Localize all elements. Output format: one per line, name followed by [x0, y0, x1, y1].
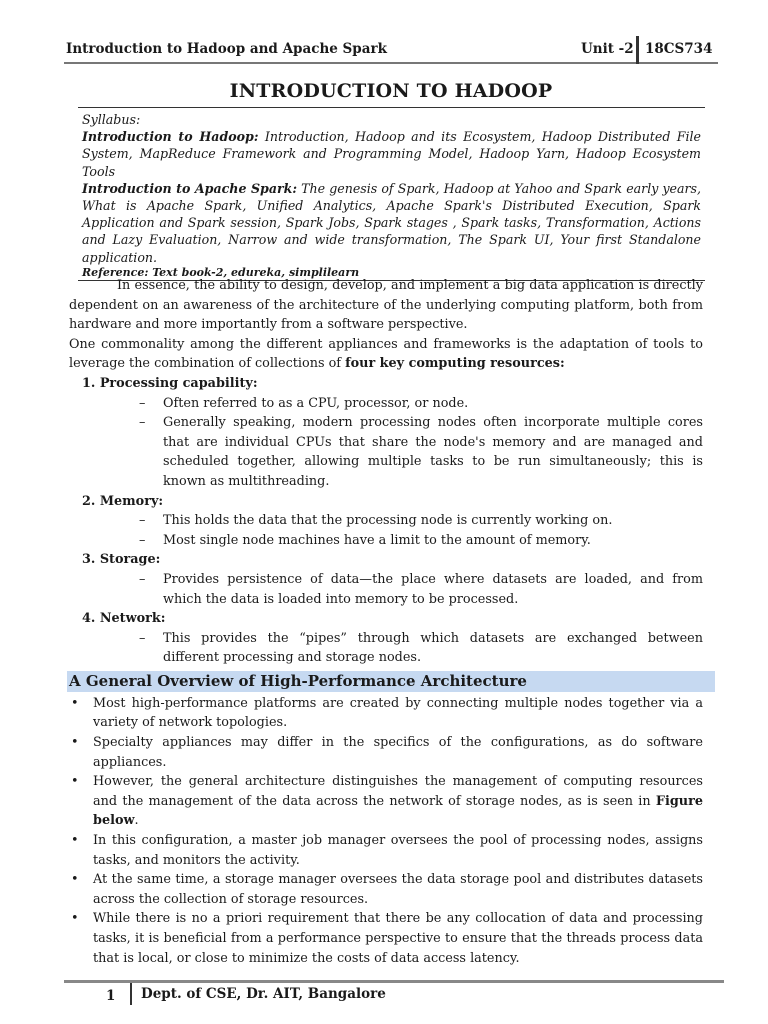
syllabus-label: Syllabus:: [82, 112, 141, 127]
bullet-icon: •: [71, 833, 79, 849]
list-item: [69, 909, 703, 968]
list-item-text: While there is no a priori requirement that there be any collocation of data and processing tasks, it is beneficial from a performance perspective to ensure that the threads process data that is local, or close to minimize the costs of data access latency.: [93, 911, 703, 966]
list-item-text: At the same time, a storage manager oversees the data storage pool and distributes datasets across the collection of storage resources.: [93, 872, 703, 907]
resource-heading-memory: 2. Memory:: [82, 493, 164, 509]
dash-icon: –: [139, 571, 146, 587]
resource-item: [69, 531, 703, 551]
list-item-text: In this configuration, a master job manager oversees the pool of processing nodes, assigns tasks, and monitors the activity.: [93, 833, 703, 868]
resource-item: [69, 511, 703, 531]
dash-icon: –: [139, 513, 146, 529]
list-item-text: Most high-performance platforms are created by connecting multiple nodes together via a variety of network topologies.: [93, 695, 703, 731]
intro-paragraph-2-text: One commonality among the different appliances and frameworks is the adaptation of tools to leverage the combination of collections of: [69, 336, 703, 372]
figure-reference-end: .: [134, 813, 139, 829]
page-title: INTRODUCTION TO HADOOP: [229, 80, 553, 102]
list-item: [69, 870, 703, 909]
list-item: [69, 694, 703, 733]
dash-icon: –: [139, 630, 146, 646]
bullet-icon: •: [71, 872, 79, 888]
syllabus-spark-text: The genesis of Spark, Hadoop at Yahoo and Spark early years, What is Apache Spark, Unified Analytics, Apache Spark's Distributed Execution, Spark Application and Spark session, Spark Jobs, Spark stages , Spark tasks, Transformation, Actions and Lazy Evaluation, Narrow and wide transformation, The Spark UI, Your first Standalone application.: [82, 180, 702, 265]
resource-heading-storage: 3. Storage:: [82, 552, 161, 568]
bullet-icon: •: [71, 774, 79, 790]
intro-paragraph-1: In essence, the ability to design, develop, and implement a big data application is directly dependent on an awareness of the architecture of the underlying computing platform, both from hardware and more importantly from a software perspective.: [69, 278, 703, 333]
syllabus-box: [78, 107, 705, 281]
bullet-icon: •: [71, 735, 79, 751]
resource-item-text: Provides persistence of data—the place where datasets are loaded, and from which the data is loaded into memory to be processed.: [163, 571, 703, 607]
page-number: 1: [106, 988, 116, 1004]
resource-item-text: Generally speaking, modern processing nodes often incorporate multiple cores that are individual CPUs that share the node's memory and are managed and scheduled together, allowing multiple tasks to be run simultaneously; this is known as multithreading.: [163, 415, 703, 489]
page-header: [64, 36, 718, 64]
syllabus-hadoop: [82, 128, 701, 180]
resource-item-text: This holds the data that the processing node is currently working on.: [163, 513, 613, 529]
figure-reference: Figure below: [93, 793, 703, 829]
header-divider: [636, 36, 639, 64]
list-item: [69, 831, 703, 870]
syllabus-spark: [82, 180, 701, 266]
header-course-title: Introduction to Hadoop and Apache Spark: [66, 41, 387, 57]
resource-item-text: Often referred to as a CPU, processor, or node.: [163, 395, 469, 411]
resource-item: [69, 394, 703, 414]
intro-paragraph-2: [69, 335, 703, 374]
syllabus-hadoop-text: Introduction, Hadoop and its Ecosystem, Hadoop Distributed File System, MapReduce Framework and Programming Model, Hadoop Yarn, Hadoop Ecosystem Tools: [82, 129, 701, 179]
bullet-icon: •: [71, 695, 79, 711]
dash-icon: –: [139, 532, 146, 548]
footer-department: Dept. of CSE, Dr. AIT, Bangalore: [141, 986, 386, 1002]
page-footer: [64, 980, 724, 1010]
dash-icon: –: [139, 395, 146, 411]
syllabus-hadoop-label: Introduction to Hadoop:: [82, 129, 259, 145]
main-body: [69, 276, 703, 968]
list-item-text: However, the general architecture distinguishes the management of computing resources and the management of the data across the network of storage nodes, as is seen in: [93, 774, 703, 809]
header-course-code: 18CS734: [645, 41, 713, 57]
syllabus-reference: Reference: Text book-2, edureka, simplilearn: [82, 265, 360, 279]
list-item-text: Specialty appliances may differ in the specifics of the configurations, as do software appliances.: [93, 735, 703, 770]
list-item: [69, 772, 703, 831]
resource-item-text: Most single node machines have a limit to the amount of memory.: [163, 532, 591, 548]
bullet-icon: •: [71, 911, 79, 927]
section-heading: A General Overview of High-Performance Architecture: [67, 671, 715, 692]
list-item: [69, 733, 703, 772]
header-unit: Unit -2: [581, 41, 634, 57]
resource-item-text: This provides the “pipes” through which datasets are exchanged between different processing and storage nodes.: [163, 630, 703, 666]
dash-icon: –: [139, 415, 146, 431]
resource-heading-network: 4. Network:: [82, 611, 166, 627]
resource-item: [69, 413, 703, 491]
footer-divider: [130, 983, 132, 1005]
intro-paragraph-2-bold: four key computing resources:: [345, 356, 565, 372]
syllabus-spark-label: Introduction to Apache Spark:: [82, 180, 298, 196]
resource-item: [69, 570, 703, 609]
resource-heading-processing: 1. Processing capability:: [82, 375, 258, 391]
resource-item: [69, 629, 703, 668]
